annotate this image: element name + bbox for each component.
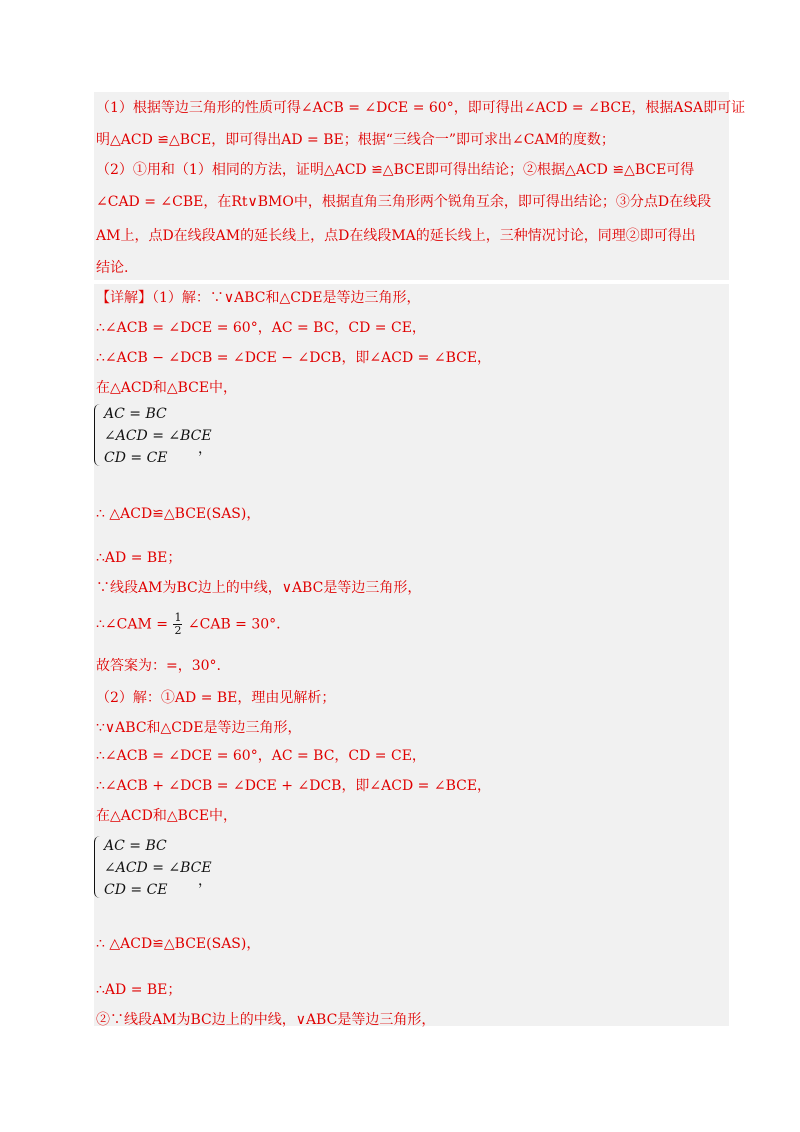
detail-line-3: ∴∠ACB − ∠DCB = ∠DCE − ∠DCB，即∠ACD = ∠BCE， xyxy=(96,350,492,366)
equation-comma: ， xyxy=(198,441,212,457)
formula-lhs: ∴∠CAM = xyxy=(96,616,168,633)
analysis-block xyxy=(94,92,729,280)
fraction-denominator: 2 xyxy=(174,624,182,637)
detail-line-17: ②∵线段AM为BC边上的中线，∨ABC是等边三角形， xyxy=(96,1012,436,1028)
fraction-numerator: 1 xyxy=(174,611,182,624)
analysis-line-3: （2）①用和（1）相同的方法，证明△ACD ≌△BCE即可得出结论；②根据△ACD ≌△BCE可得 xyxy=(96,162,695,178)
formula-rhs: ∠CAB = 30°. xyxy=(187,616,281,633)
analysis-line-6: 结论. xyxy=(96,260,129,276)
detail-line-1 xyxy=(96,288,420,308)
equation-row: AC = BC xyxy=(104,838,167,854)
detail-line-15: ∴ △ACD≌△BCE(SAS)， xyxy=(96,936,261,952)
detail-text: （1）解：∵∨ABC和△CDE是等边三角形， xyxy=(152,290,421,306)
equation-row: CD = CE xyxy=(104,450,168,466)
detail-line-13: ∴∠ACB + ∠DCB = ∠DCE + ∠DCB，即∠ACD = ∠BCE， xyxy=(96,778,492,794)
equation-row: AC = BC xyxy=(104,406,167,422)
detail-line-8 xyxy=(96,612,281,637)
detail-line-2: ∴∠ACB = ∠DCE = 60°，AC = BC，CD = CE， xyxy=(96,320,426,336)
equation-row: CD = CE xyxy=(104,882,168,898)
detail-line-14: 在△ACD和△BCE中， xyxy=(96,808,238,824)
equation-comma: ， xyxy=(198,873,212,889)
equation-row: ∠ACD = ∠BCE xyxy=(104,428,212,444)
equation-row: ∠ACD = ∠BCE xyxy=(104,860,212,876)
analysis-line-1: （1）根据等边三角形的性质可得∠ACB = ∠DCE = 60°，即可得出∠ACD = ∠BCE，根据ASA即可证 xyxy=(96,100,746,116)
analysis-line-4: ∠CAD = ∠CBE，在Rt∨BMO中，根据直角三角形两个锐角互余，即可得出结论；③分点D在线段 xyxy=(96,194,712,210)
detail-line-5: ∴ △ACD≌△BCE(SAS)， xyxy=(96,506,261,522)
detail-line-9: 故答案为：=，30°. xyxy=(96,658,221,674)
detail-line-16: ∴AD = BE； xyxy=(96,982,182,998)
equation-brace xyxy=(94,404,103,466)
analysis-line-5: AM上，点D在线段AM的延长线上，点D在线段MA的延长线上，三种情况讨论，同理②即可得出 xyxy=(96,228,696,244)
detail-line-7: ∵线段AM为BC边上的中线，∨ABC是等边三角形， xyxy=(96,580,422,596)
detail-line-10: （2）解：①AD = BE，理由见解析； xyxy=(96,690,336,706)
detail-line-12: ∴∠ACB = ∠DCE = 60°，AC = BC，CD = CE， xyxy=(96,748,426,764)
detail-line-11: ∵∨ABC和△CDE是等边三角形， xyxy=(96,720,302,736)
detail-line-4: 在△ACD和△BCE中， xyxy=(96,380,238,396)
detail-line-6: ∴AD = BE； xyxy=(96,550,182,566)
analysis-line-2: 明△ACD ≌△BCE，即可得出AD = BE；根据“三线合一”即可求出∠CAM的度数； xyxy=(96,132,615,148)
detail-heading: 【详解】 xyxy=(96,290,152,306)
equation-brace xyxy=(94,836,103,898)
fraction xyxy=(173,612,182,637)
